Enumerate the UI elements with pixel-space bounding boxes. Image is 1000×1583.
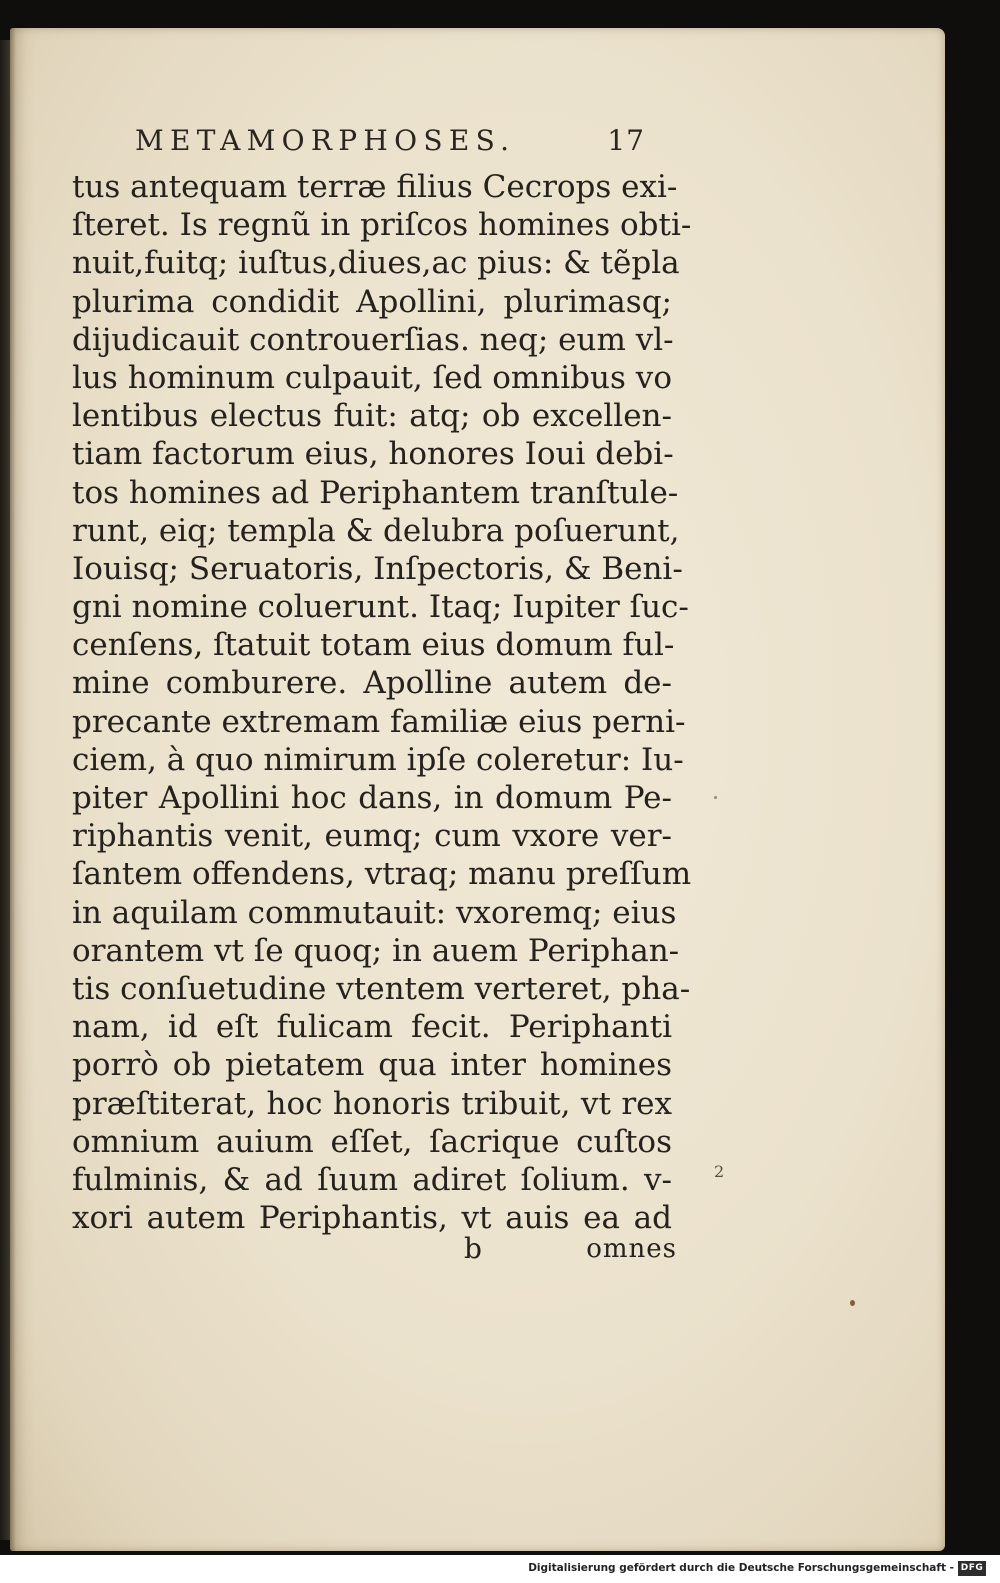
signature-mark: b [464,1232,482,1265]
text-line: ſteret. Is regnũ in priſcos homines obti- [72,207,692,244]
text-line: in aquilam commutauit: vxoremq; eius [72,894,677,931]
text-line: gni nomine coluerunt. Itaq; Iupiter ſuc- [72,589,689,626]
text-line: runt, eiq; templa & delubra poſuerunt, [72,512,680,549]
page-foot [72,1232,677,1268]
digitization-footer [0,1555,1000,1583]
text-block [72,168,692,1237]
catchword: omnes [586,1234,677,1264]
funding-credit: Digitalisierung gefördert durch die Deutsche Forschungsgemeinschaft - [528,1562,954,1574]
dfg-logo: DFG [958,1561,986,1576]
text-line: fulminis, & ad ſuum adiret ſolium. v- [72,1161,672,1198]
page-gutter-shadow [10,28,16,1551]
text-line: lus hominum culpauit, ſed omnibus vo [72,359,672,396]
text-line: dijudicauit controuerſias. neq; eum vl- [72,321,674,358]
text-line: xori autem Periphantis, vt auis ea ad [72,1200,672,1237]
text-line: præſtiterat, hoc honoris tribuit, vt rex [72,1085,672,1122]
text-line: Iouisq; Seruatoris, Inſpectoris, & Beni- [72,550,683,587]
text-line: ſantem offendens, vtraq; manu preſſum [72,856,692,893]
text-line: riphantis venit, eumq; cum vxore ver- [72,818,672,855]
paper-speck [850,1300,855,1306]
text-line: precante extremam familiæ eius perni- [72,703,686,740]
text-line: nam, id eſt fulicam fecit. Periphanti [72,1009,672,1046]
text-line: omnium auium eſſet, ſacrique cuſtos [72,1123,672,1160]
text-line: lentibus electus fuit: atq; ob excellen- [72,398,672,435]
text-line: plurima condidit Apollini, plurimasq; [72,283,672,320]
text-line: tus antequam terræ filius Cecrops exi- [72,169,678,205]
text-line: orantem vt ſe quoq; in auem Periphan- [72,932,680,969]
text-line: ciem, à quo nimirum ipſe coleretur: Iu- [72,741,684,778]
text-line: piter Apollini hoc dans, in domum Pe- [72,780,672,816]
paper-speck [714,796,717,799]
page-header [135,124,645,164]
text-line: tos homines ad Periphantem tranſtule- [72,474,679,511]
text-line: tiam factorum eius, honores Ioui debi- [72,436,674,473]
text-line: tis conſuetudine vtentem verteret, pha- [72,970,691,1007]
text-line: cenſens, ſtatuit totam eius domum ful- [72,627,675,664]
text-line: mine comburere. Apolline autem de- [72,665,672,702]
running-title: METAMORPHOSES. [135,124,516,157]
margin-annotation: 2 [714,1162,725,1181]
text-line: porrò ob pietatem qua inter homines [72,1047,672,1084]
text-line: nuit,fuitq; iuſtus,diues,ac pius: & tẽpla [72,245,680,282]
page-number: 17 [607,124,645,157]
